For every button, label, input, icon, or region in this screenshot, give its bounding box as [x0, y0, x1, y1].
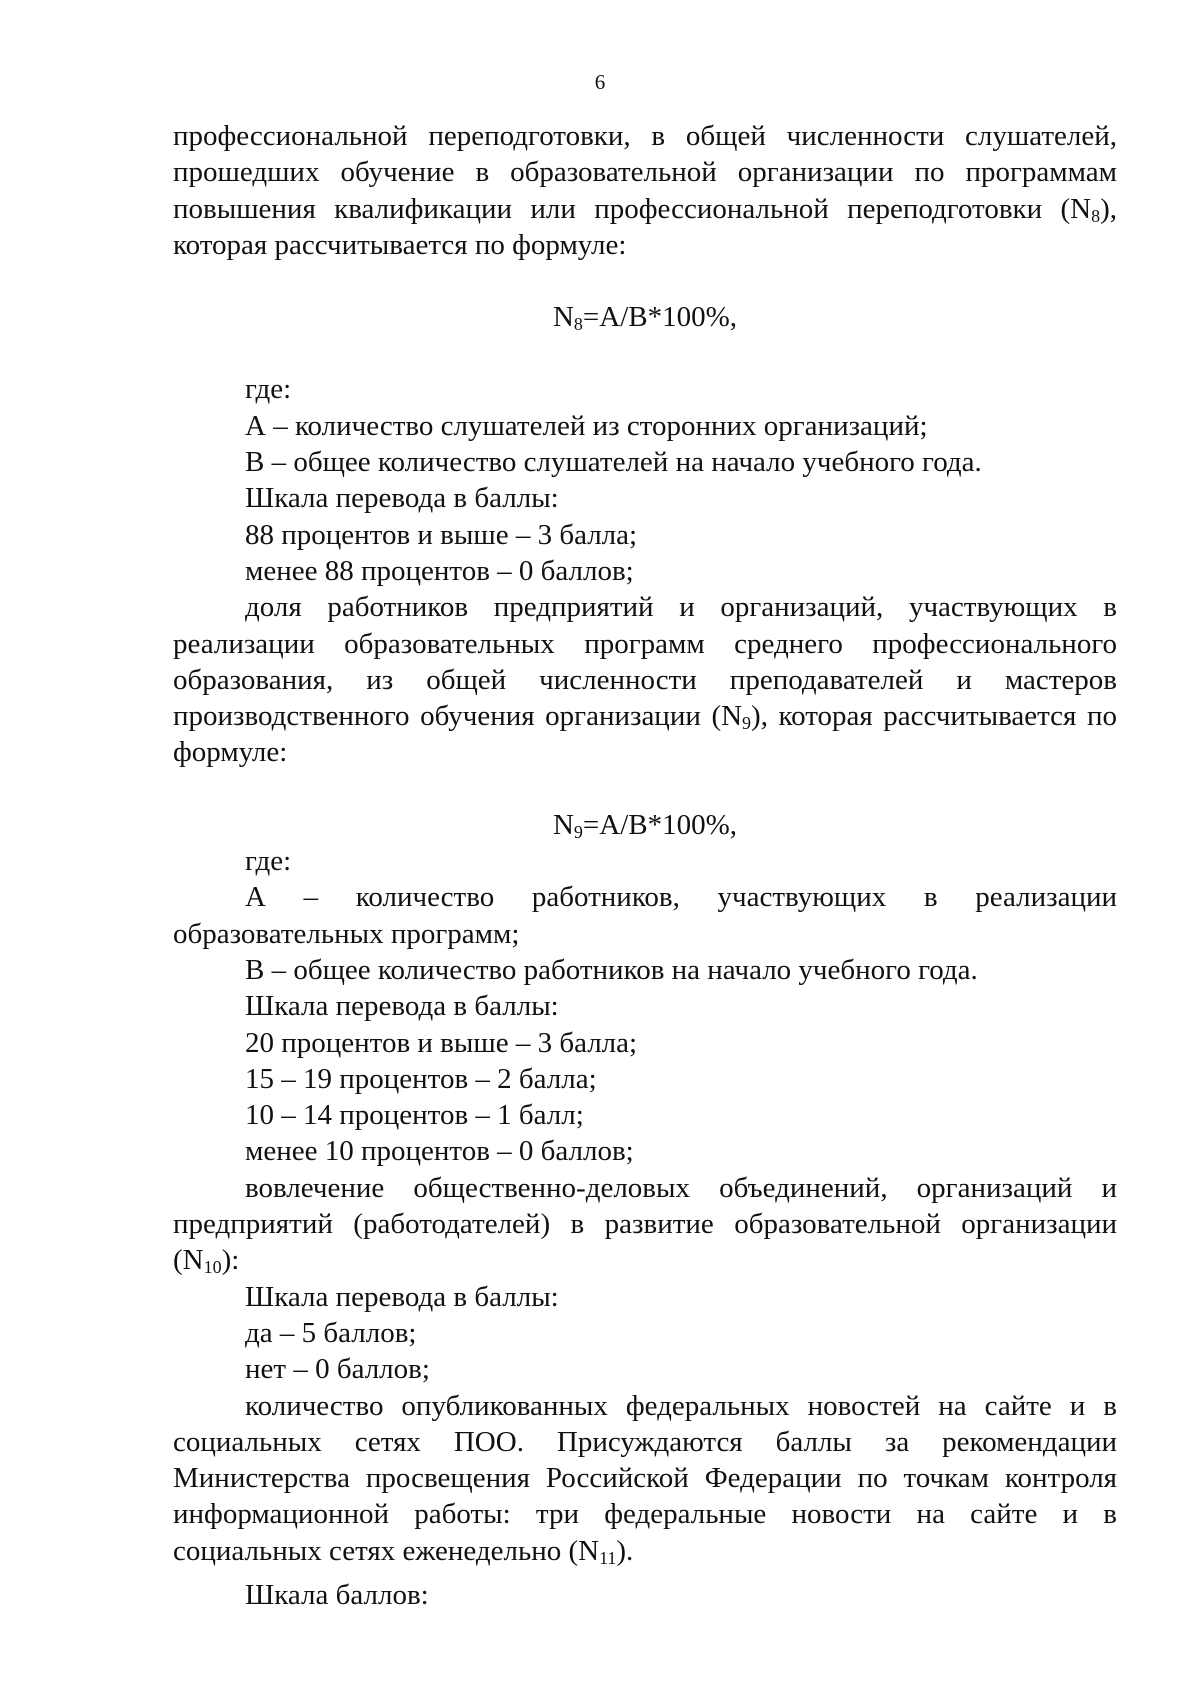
scale-title: Шкала перевода в баллы: — [245, 1280, 559, 1313]
paragraph-n10-definition — [173, 1170, 1117, 1279]
where-label: где: — [245, 845, 292, 878]
formula-text: =A/B*100%, — [582, 301, 738, 334]
formula-text: =A/B*100%, — [582, 808, 738, 841]
paragraph-text: профессиональной переподготовки, в общей численности слушателей, прошедших обучение в образовательной организации по программам повышения квалификации или профессиональной переподготовки (N — [173, 120, 1117, 225]
paragraph-n11-definition — [173, 1388, 1117, 1569]
scale-item: менее 88 процентов – 0 баллов; — [245, 554, 634, 587]
scale-title: Шкала перевода в баллы: — [245, 482, 559, 515]
paragraph-text: ), которая рассчитывается по формуле: — [173, 700, 1117, 769]
paragraph-text: количество опубликованных федеральных новостей на сайте и в социальных сетях ПОО. Присуждаются баллы за рекомендации Министерства просвещения Российской Федерации по точкам контроля информационной работы: три федеральные новости на сайте и в социальных сетях еженедельно (N — [173, 1389, 1117, 1567]
document-body — [173, 118, 1117, 1613]
scale-title: Шкала перевода в баллы: — [245, 990, 559, 1023]
subscript: 9 — [742, 713, 752, 734]
scale-item: менее 10 процентов – 0 баллов; — [245, 1135, 634, 1168]
subscript: 8 — [573, 314, 583, 335]
paragraph-text: ): — [221, 1244, 240, 1277]
definition-a: А – количество работников, участвующих в реализации образовательных программ; — [173, 881, 1117, 950]
where-label: где: — [245, 373, 292, 406]
subscript: 8 — [1091, 205, 1101, 226]
formula-n9 — [173, 807, 1117, 843]
formula-n8 — [173, 299, 1117, 335]
paragraph-text: доля работников предприятий и организаций, участвующих в реализации образовательных программ среднего профессионального образования, из общей численности преподавателей и мастеров производственного обучения организации (N — [173, 591, 1117, 733]
paragraph-text: вовлечение общественно-деловых объединений, организаций и предприятий (работодателей) в развитие образовательной организации (N — [173, 1171, 1117, 1277]
subscript: 9 — [573, 821, 583, 842]
paragraph-n9-definition — [173, 589, 1117, 770]
paragraph-n8-definition — [173, 118, 1117, 263]
paragraph-text: ), которая рассчитывается по формуле: — [173, 192, 1117, 261]
formula-text: N — [552, 808, 574, 841]
paragraph-text: ). — [616, 1534, 634, 1567]
formula-text: N — [552, 301, 574, 334]
scale-title: Шкала баллов: — [245, 1578, 429, 1611]
scale-item: 20 процентов и выше – 3 балла; — [245, 1026, 638, 1059]
definition-b: В – общее количество работников на начало учебного года. — [245, 953, 978, 986]
subscript: 10 — [203, 1257, 222, 1278]
scale-item: да – 5 баллов; — [245, 1316, 417, 1349]
page-number: 6 — [594, 70, 606, 94]
scale-item: 88 процентов и выше – 3 балла; — [245, 518, 638, 551]
subscript: 11 — [599, 1547, 617, 1568]
definition-b: В – общее количество слушателей на начало учебного года. — [245, 446, 982, 479]
scale-item: 15 – 19 процентов – 2 балла; — [245, 1062, 597, 1095]
definition-a: А – количество слушателей из сторонних организаций; — [245, 409, 928, 442]
scale-item: нет – 0 баллов; — [245, 1353, 430, 1386]
scale-item: 10 – 14 процентов – 1 балл; — [245, 1099, 584, 1132]
